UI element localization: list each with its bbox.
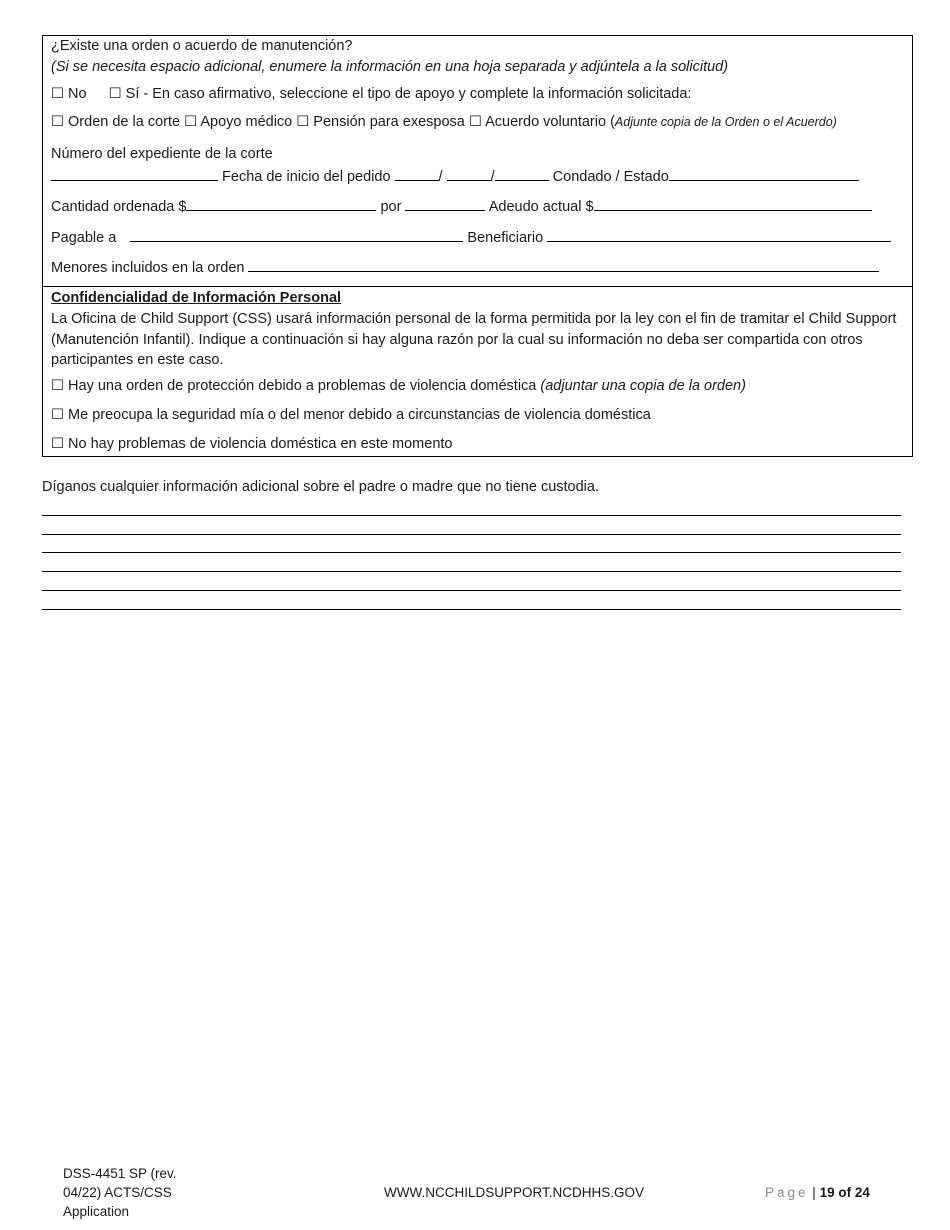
medical-support-label: Apoyo médico — [200, 114, 293, 130]
website-link[interactable]: WWW.NCCHILDSUPPORT.NCDHHS.GOV — [384, 1185, 645, 1200]
beneficiary-field[interactable] — [547, 227, 891, 242]
attach-note: Adjunte copia de la Orden o el Acuerdo) — [614, 115, 837, 129]
voluntary-agreement-checkbox[interactable]: ☐ — [468, 114, 482, 130]
start-date-day-field[interactable] — [447, 166, 491, 181]
court-file-number-field[interactable] — [51, 166, 218, 181]
alimony-checkbox[interactable]: ☐ — [296, 114, 310, 130]
county-state-label: Condado / Estado — [552, 169, 669, 185]
no-checkbox[interactable]: ☐ — [51, 86, 64, 102]
date-slash: / — [490, 169, 495, 185]
minors-field[interactable] — [248, 257, 879, 272]
amount-field[interactable] — [186, 196, 376, 211]
minors-label: Menores incluidos en la orden — [51, 260, 245, 276]
medical-support-checkbox[interactable]: ☐ — [184, 114, 198, 130]
support-note: (Si se necesita espacio adicional, enumere la información en una hoja separada y adjúntela a la solicitud) — [51, 59, 729, 75]
start-date-label: Fecha de inicio del pedido — [222, 169, 391, 185]
yes-label: Sí - En caso afirmativo, seleccione el tipo de apoyo y complete la información solicitada: — [125, 86, 692, 102]
page-indicator — [765, 1183, 870, 1202]
page-label: Page — [765, 1185, 809, 1200]
additional-info-line[interactable] — [42, 609, 901, 610]
minors-row — [51, 257, 879, 277]
confidentiality-text: La Oficina de Child Support (CSS) usará información personal de la forma permitida por la ley con el fin de tramitar el Child Support (Manutención Infantil). Indique a continuación si hay alguna razón por la cual su información no deba ser compartida con otros participantes en este caso. — [51, 311, 897, 368]
start-date-month-field[interactable] — [395, 166, 439, 181]
additional-info-line[interactable] — [42, 590, 901, 591]
confidentiality-section — [42, 286, 913, 457]
protection-order-note: (adjuntar una copia de la orden) — [540, 378, 746, 394]
safety-concern-label: Me preocupa la seguridad mía o del menor debido a circunstancias de violencia doméstica — [68, 407, 651, 423]
form-id: DSS-4451 SP (rev. 04/22) ACTS/CSS Application — [63, 1166, 177, 1219]
beneficiary-label: Beneficiario — [467, 230, 544, 246]
support-type-row — [51, 113, 837, 131]
additional-info-line[interactable] — [42, 515, 901, 516]
amount-label: Cantidad ordenada $ — [51, 199, 187, 215]
no-label: No — [68, 86, 87, 102]
payable-row — [51, 227, 891, 247]
voluntary-agreement-label: Acuerdo voluntario — [485, 114, 607, 130]
attach-note-paren: ( — [610, 114, 615, 130]
safety-concern-row — [51, 406, 651, 424]
yes-checkbox[interactable]: ☐ — [108, 86, 122, 102]
payable-label: Pagable a — [51, 230, 117, 246]
support-yes-no-row — [51, 85, 691, 103]
court-file-label: Número del expediente de la corte — [51, 146, 273, 162]
page-number: 19 of 24 — [819, 1185, 870, 1200]
arrears-label: Adeudo actual $ — [488, 199, 594, 215]
alimony-label: Pensión para exesposa — [313, 114, 465, 130]
arrears-field[interactable] — [594, 196, 872, 211]
court-file-row — [51, 166, 859, 186]
start-date-year-field[interactable] — [495, 166, 549, 181]
no-violence-checkbox[interactable]: ☐ — [51, 436, 64, 452]
protection-order-label: Hay una orden de protección debido a problemas de violencia doméstica — [68, 378, 537, 394]
protection-order-row — [51, 377, 746, 395]
additional-info-line[interactable] — [42, 552, 901, 553]
no-violence-row — [51, 435, 453, 453]
additional-info-line[interactable] — [42, 571, 901, 572]
protection-order-checkbox[interactable]: ☐ — [51, 378, 64, 394]
safety-concern-checkbox[interactable]: ☐ — [51, 407, 64, 423]
additional-info-line[interactable] — [42, 534, 901, 535]
additional-info-prompt: Díganos cualquier información adicional sobre el padre o madre que no tiene custodia. — [42, 479, 599, 495]
confidentiality-title: Confidencialidad de Información Personal — [51, 290, 342, 306]
support-order-section — [42, 35, 913, 287]
per-field[interactable] — [405, 196, 485, 211]
payable-field[interactable] — [130, 227, 463, 242]
court-order-checkbox[interactable]: ☐ — [51, 114, 64, 130]
per-label: por — [380, 199, 402, 215]
date-slash: / — [438, 169, 443, 185]
support-question: ¿Existe una orden o acuerdo de manutención? — [51, 38, 353, 54]
amount-row — [51, 196, 872, 216]
court-order-label: Orden de la corte — [68, 114, 181, 130]
page-separator: | — [812, 1185, 816, 1200]
county-state-field[interactable] — [669, 166, 859, 181]
no-violence-label: No hay problemas de violencia doméstica en este momento — [68, 436, 453, 452]
